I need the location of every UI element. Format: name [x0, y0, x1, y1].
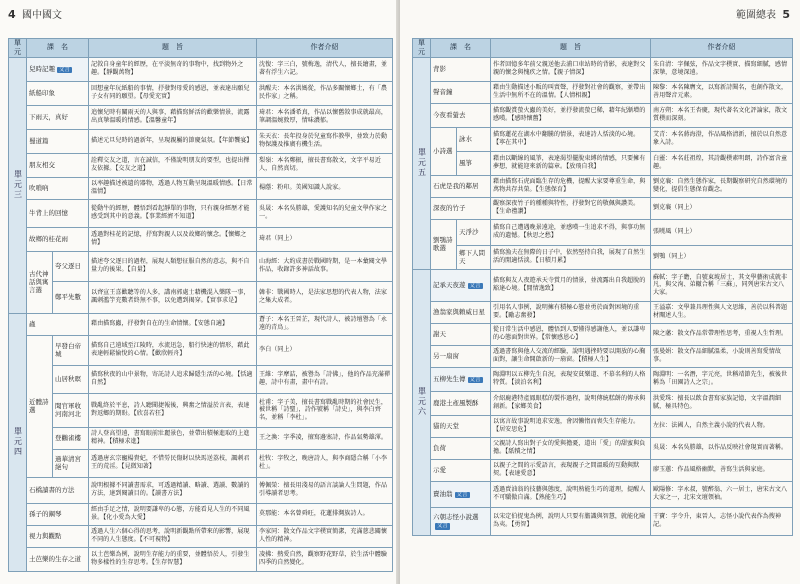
group-title: 近體詩選: [27, 335, 53, 477]
page-number-left: 4: [8, 8, 16, 21]
table-row: [413, 219, 793, 245]
classical-tag: 文言: [456, 491, 468, 498]
sub-title: 登鸛雀樓: [53, 427, 89, 449]
theme-cell: 藉由描寫石虎面臨生存的危機，提醒大家要尊重生命，與萬物共存共榮。【生態保育】: [491, 175, 651, 197]
lesson-title-text: 孫子的鋼琴: [29, 509, 62, 518]
col-theme: 題 旨: [89, 39, 257, 58]
author-cell: 李白（同上）: [257, 335, 393, 365]
lesson-title: [27, 227, 89, 251]
theme-cell: 詮釋交友之道，言在誠信，不僅說明朋友的要型，也提出擇友依據。【交友之道】: [89, 153, 257, 177]
author-cell: 蘇軾：字子瞻，自號東坡居士，其文學藝術成就非凡，與父洵、弟轍合稱「三蘇」，同列唐宋古文八大家。: [651, 269, 793, 301]
theme-cell: 作者回憶多年前父親送他去浦口車站時的背影，表達對父親的懷念與愧疚之情。【親子情深】: [491, 57, 651, 81]
sub-title: 鄉下人問天: [457, 245, 491, 269]
lesson-title-text: 今夜看螢去: [433, 110, 466, 119]
lesson-title-text: 六朝志怪小說選: [433, 512, 479, 521]
lesson-title-text: 視力與觀點: [29, 531, 62, 540]
classical-tag: 文言: [469, 376, 481, 383]
author-cell: 杜牧：字牧之，晚唐詩人，與李商隱合稱「小李杜」。: [257, 449, 393, 477]
lesson-title: [27, 105, 89, 129]
lesson-title: [27, 503, 89, 525]
col-unit: 單元: [413, 39, 431, 58]
theme-cell: 觀察深夜竹子的種種與特性，抒發對它的敬佩與讚美。【生命禮讚】: [491, 197, 651, 219]
table-row: [9, 281, 393, 313]
theme-cell: 戰亂終於平息，詩人聽聞捷報後，興奮之情溢於言表，表達對返鄉的期盼。【欣喜若狂】: [89, 393, 257, 427]
table-row: [9, 227, 393, 251]
theme-cell: 描寫秋夜的山中景物，寄託詩人追求歸隱生活的心境。【恬適自然】: [89, 365, 257, 393]
table-row: [9, 477, 393, 503]
author-cell: 傅佩榮：擅長用淺易的語言談論人生問題，作品引導讀者思考。: [257, 477, 393, 503]
author-cell: 李家同：散文作品文字樸實簡潔，充滿慈悲關懷人性的精神。: [257, 525, 393, 547]
lesson-title: [27, 177, 89, 199]
table-row: [9, 105, 393, 129]
theme-cell: 介紹鹿港特產鳳眼糕的製作過程，說明傳統糕餅的傳承與創新。【家鄉美食】: [491, 391, 651, 415]
col-author: 作者介紹: [651, 39, 793, 58]
lesson-title-text: 記承天夜遊: [433, 280, 466, 289]
table-row: [413, 415, 793, 437]
author-cell: 梨嶺：本名鄭振，擅長書寫散文，文字平易近人，自然真切。: [257, 153, 393, 177]
lesson-title: [27, 477, 89, 503]
theme-cell: 記敘自身童年的經歷，在平淡無奇的事物中，找到物外之趣。【靜觀萬物】: [89, 57, 257, 81]
sub-title: 山居秋暝: [53, 365, 89, 393]
theme-cell: 描寫自己遭遇晚景遠途，並感嘆一生追求不得，與事功無成的遺憾。【秋思之愁】: [491, 219, 651, 245]
lesson-title-text: 兒時記趣: [29, 64, 55, 73]
lesson-title: [431, 301, 491, 323]
author-cell: 琦君（同上）: [257, 227, 393, 251]
theme-cell: 透過唐玄宗寵楊貴妃，不惜勞民傷財以快馬送荔枝，諷刺君王的荒淫。【見微知著】: [89, 449, 257, 477]
lesson-title: [431, 103, 491, 127]
lesson-title-text: 鹿港土產風製酥: [433, 398, 479, 407]
table-row: [9, 393, 393, 427]
theme-cell: 描寫蓮花在湖水中翻騰的情景，表達詩人恬淡的心境。【寧在其中】: [491, 127, 651, 151]
author-cell: 陳黎：本名陳膺文，以寫新詩聞名，也創作散文，善用聲音元素。: [651, 81, 793, 103]
lesson-title-text: 牛背上的回憶: [29, 208, 68, 217]
table-row: [9, 427, 393, 449]
author-cell: 吳晟：本名吳勝雄，以作品反映社會現實而著稱。: [651, 437, 793, 459]
author-cell: 沈復：字三白，號梅逸，清代人，擅長繪畫，並著有浮生六記。: [257, 57, 393, 81]
author-cell: 廖玉蕙：作品風格幽默，善寫生活與家庭。: [651, 459, 793, 481]
author-cell: 凌拂：熱愛自然，觀察野花野草，於生活中體驗四季的自然變化。: [257, 547, 393, 571]
sub-title: 夸父逐日: [53, 251, 89, 281]
col-theme: 題 旨: [491, 39, 651, 58]
table-row: [9, 199, 393, 227]
author-cell: 歐陽修：字永叔，號醉翁、六一居士，唐宋古文八大家之一，北宋文壇領袖。: [651, 481, 793, 507]
theme-cell: 透過書寫與他人交流的經驗，說明遇挫時要以開放的心胸面對，讓生命開啟新的一扇窗。【積極人生】: [491, 345, 651, 367]
theme-cell: 描寫與友人夜遊承天寺賞月的情景，並流露出自我超脫的豁達心境。【閒情逸致】: [491, 269, 651, 301]
author-cell: 張曉風（同上）: [651, 219, 793, 245]
sub-title: 早發白帝城: [53, 335, 89, 365]
sub-title: 風箏: [457, 151, 491, 175]
table-row: [413, 459, 793, 481]
unit-label: 單元六: [413, 269, 431, 535]
table-row: [9, 503, 393, 525]
author-cell: 艾青：本名蔣海澄，作品風格清新，擅於以自然意象入詩。: [651, 127, 793, 151]
table-row: [413, 175, 793, 197]
theme-cell: 透過對桂花的記憶，抒寫對親人以及故鄉的懷念。【懷鄉之情】: [89, 227, 257, 251]
table-row: [9, 129, 393, 153]
classical-tag: 文言: [59, 66, 71, 73]
author-cell: 左拉：法國人，自然主義小說的代表人物。: [651, 415, 793, 437]
theme-cell: 經由手足之情，說明要謙卑的心態，方能看見人生的不同風景。【化小愛為大愛】: [89, 503, 257, 525]
sub-title: 鄭平先數: [53, 281, 89, 313]
theme-cell: 描寫觀賞螢火蟲的美好，並抒發流螢已稀，藉年紀漸增的感嘆。【感時懷舊】: [491, 103, 651, 127]
theme-cell: 以齊宣王喜歡聽等的人多，講南郭處士藉機混入樂隊一事，諷刺濫竽充數者終無不事，以免遭到揭穿。【實事求是】: [89, 281, 257, 313]
table-row: [413, 507, 793, 535]
sub-title: 過華清宮絕句: [53, 449, 89, 477]
table-row: [413, 269, 793, 301]
lesson-title: [27, 57, 89, 81]
theme-cell: 藉由生動描述小販的叫賣聲，抒發對社會的觀察，並帶出生活中無所不在的溫情。【人情相親】: [491, 81, 651, 103]
lesson-title-text: 紙船印象: [29, 88, 55, 97]
lesson-title-text: 五柳先生傳: [433, 374, 466, 383]
theme-cell: 說明根據不同讀書需求，可透過精讀、略讀、選讀、數讀的方法，達到閱讀目的。【讀書方法】: [89, 477, 257, 503]
author-cell: 陳之藩：散文作品常帶理性思考，重視人生哲理。: [651, 323, 793, 345]
lesson-title: [431, 175, 491, 197]
theme-cell: 從日常生活中感恩，體悟到人要懂得感謝他人，並以謙卑的心態面對世界。【常懷感恩心】: [491, 323, 651, 345]
lesson-title: [431, 459, 491, 481]
lesson-title: [431, 269, 491, 301]
lesson-title: [27, 547, 89, 571]
author-cell: 劉克襄（同上）: [651, 197, 793, 219]
table-row: [9, 153, 393, 177]
theme-cell: 以宋定伯捉鬼為例，說明人只要有膽識與智慧，就能化險為夷。【勇智】: [491, 507, 651, 535]
author-cell: 吳晟：本名吳勝雄，愛護知名的兒童文學作家之一。: [257, 199, 393, 227]
author-cell: 王之渙：字季凌，擅寫邊塞詩，作品氣勢雄渾。: [257, 427, 393, 449]
col-unit: 單元: [9, 39, 27, 58]
table-row: [9, 335, 393, 365]
author-cell: 干寶：字令升，東晉人，志怪小說代表作為搜神記。: [651, 507, 793, 535]
table-row: [9, 313, 393, 335]
table-row: [413, 127, 793, 151]
theme-cell: 引用名人事例，說明擁有積極心態並勇於面對困境的重要。【勵志奮發】: [491, 301, 651, 323]
lesson-title: [431, 415, 491, 437]
lesson-title-text: 背影: [433, 64, 446, 73]
author-cell: 朱自清：字佩弦，作品文字樸實、描寫細膩，感情深摯，意境深遠。: [651, 57, 793, 81]
lesson-title: [27, 199, 89, 227]
lesson-title-text: 賣油翁: [433, 489, 453, 498]
theme-cell: 陶淵明以五柳先生自況，表現安貧樂道、不慕名利的人格特質。【淡泊名利】: [491, 367, 651, 391]
sub-title: 聞官軍收河南河北: [53, 393, 89, 427]
book-title: 國中國文: [22, 10, 63, 21]
table-row: [9, 525, 393, 547]
lesson-title-text: 石虎是我的鄰居: [433, 181, 479, 190]
lesson-title: [27, 313, 89, 335]
lesson-title: [431, 391, 491, 415]
table-row: [413, 391, 793, 415]
left-header: [8, 6, 62, 20]
theme-cell: 以土芭樂為例，說明生存能力的重要，並體悟於人，引發生物多樣性的生存思考。【生存智慧】: [89, 547, 257, 571]
theme-cell: 以寓言故事說明追求安逸，會因懶惰而喪失生存能力。【居安思危】: [491, 415, 651, 437]
table-row: [413, 437, 793, 459]
author-cell: 山海經：大約成書於戰國時期，是一本彙閱文學作品，收錄許多神話故事。: [257, 251, 393, 281]
table-row: [413, 301, 793, 323]
author-cell: 劉克襄：自然生態作家，長期觀察研究自然環境的變化，提倡生態保育觀念。: [651, 175, 793, 197]
page-number-right: 5: [782, 8, 790, 21]
lesson-title: [431, 437, 491, 459]
theme-cell: 從動牛的經歷，體悟到看起靜單的事物，只有親身經歷才能感受到其中的意義。【事業經濟不知道】: [89, 199, 257, 227]
author-cell: 王溢嘉：文學兼具理性與人文思維，善於以科普題材闡述人生。: [651, 301, 793, 323]
lesson-title-text: 土芭樂的生存之道: [29, 554, 81, 563]
lesson-title-text: 朋友相交: [29, 160, 55, 169]
section-title: 範圍總表: [735, 10, 776, 21]
author-cell: 洪愛珠：擅長以飲食書寫家族記憶，文字溫潤細膩，極具特色。: [651, 391, 793, 415]
lesson-title: [27, 129, 89, 153]
col-title: 課 名: [27, 39, 89, 58]
lesson-title: [431, 323, 491, 345]
lesson-title-text: 深夜的竹子: [433, 203, 466, 212]
lesson-title: [431, 197, 491, 219]
theme-cell: 回想童年玩紙船的事情，抒發對母愛的感恩，並表達出願兒子女有同的願望。【母愛充實】: [89, 81, 257, 105]
lesson-title: [431, 345, 491, 367]
group-title: 劉鶚詩歌選: [431, 219, 457, 269]
author-cell: 楊蔭：粉印。美國知識人說家。: [257, 177, 393, 199]
theme-cell: 描寫漁夫在無際的日子中，依然堅持自我，展現了自然生活的閒適恬淡。【日積月累】: [491, 245, 651, 269]
lesson-title-text: 聲音鐘: [433, 87, 453, 96]
theme-cell: 以親子之間的示愛語言，表現親子之間溫暖的互動與默契。【表達愛意】: [491, 459, 651, 481]
table-row: [413, 367, 793, 391]
table-row: [413, 103, 793, 127]
table-row: [9, 57, 393, 81]
lesson-title-text: 謝天: [433, 329, 446, 338]
right-page: [400, 0, 800, 584]
table-row: [9, 449, 393, 477]
lesson-title-text: 蜀道篇: [29, 136, 49, 145]
author-cell: 洪醒夫：本名洪媽從，作品多關懷鄉土，有「農民作家」之稱。: [257, 81, 393, 105]
sub-title: 詠水: [457, 127, 491, 151]
group-title: 小詩選: [431, 127, 457, 175]
col-author: 作者介紹: [257, 39, 393, 58]
right-table: [412, 38, 793, 536]
table-row: [413, 323, 793, 345]
lesson-title: [431, 81, 491, 103]
group-title: 古代神話與寓言選: [27, 251, 53, 313]
author-cell: 杜甫：字子美，擅長書寫戰亂時期的社會民生，被世稱「詩聖」，詩作號稱「詩史」，與李白齊名，並稱「李杜」。: [257, 393, 393, 427]
author-cell: 張曼娟：散文作品細膩溫柔，小說則善寫愛情故事。: [651, 345, 793, 367]
classical-tag: 文言: [469, 282, 481, 289]
author-cell: 王維：字摩詰，被譽為「詩佛」，他的作品充滿禪趣，詩中有畫，畫中有詩。: [257, 365, 393, 393]
lesson-title-text: 蟲: [29, 319, 36, 328]
table-row: [413, 81, 793, 103]
theme-cell: 透過人生六個心得的思考，說明新觀點所帶來的影響，展現不同的人生態度。【不可視物】: [89, 525, 257, 547]
table-row: [413, 345, 793, 367]
col-title: 課 名: [431, 39, 491, 58]
theme-cell: 藉由以斷線的風箏，表達渴望擺脫束縛的情感，只要擁有夢想，就能迎來新的篇章。【放飛自我】: [491, 151, 651, 175]
lesson-title: [27, 153, 89, 177]
table-row: [413, 481, 793, 507]
author-cell: 莫那能：本名曾舜旺，花蓮排灣族詩人。: [257, 503, 393, 525]
table-row: [9, 177, 393, 199]
unit-label: 單元四: [9, 313, 27, 571]
table-row: [413, 151, 793, 175]
right-header: [736, 6, 790, 20]
author-cell: 琦君：本名潘希真，作品以懷舊敘事成就最高，筆調溫婉敦厚，情味濃郁。: [257, 105, 393, 129]
lesson-title: [431, 57, 491, 81]
lesson-title: [431, 507, 491, 535]
lesson-title: [27, 525, 89, 547]
author-cell: 韓非：戰國時人，是法家思想的代表人物，法家之集大成者。: [257, 281, 393, 313]
theme-cell: 描寫自己遠域至江陵時，水流迅急，船行快速的情形，藉此表達輕鬆愉悅的心情。【歡欣輕舟】: [89, 335, 257, 365]
table-row: [9, 81, 393, 105]
left-table: [8, 38, 393, 572]
unit-label: 單元五: [413, 57, 431, 269]
author-cell: 蒼子：本名王晉芷，現代詩人，被詩壇譽為「永遠的青鳥」。: [257, 313, 393, 335]
lesson-title: [431, 481, 491, 507]
unit-label: 單元三: [9, 57, 27, 313]
theme-cell: 追懷兒時有關雨天的人與事，藉描寫鮮活的歡樂情景，流露出真摯溫暖的情感。【溫馨童年】: [89, 105, 257, 129]
theme-cell: 以率趣描述被遺的器物，透過人物互動呈現溫暖情感。【日常溫情】: [89, 177, 257, 199]
table-row: [413, 245, 793, 269]
lesson-title-text: 示愛: [433, 465, 446, 474]
author-cell: 朱天衣：長年投身於兒童寫作教學，並致力於動物保護及推廣有機生活。: [257, 129, 393, 153]
lesson-title-text: 吹嗩吶: [29, 183, 49, 192]
theme-cell: 描述夸父逐日的過程，展現人類想征服自然的意志，與不自量力的後果。【自量】: [89, 251, 257, 281]
author-cell: 白靈：本名莊祖煌，其詩觀樸素明朗，詩作富含童趣。: [651, 151, 793, 175]
lesson-title-text: 貓的天堂: [433, 421, 459, 430]
lesson-title-text: 故鄉的桂花雨: [29, 234, 68, 243]
lesson-title: [431, 367, 491, 391]
lesson-title-text: 負荷: [433, 443, 446, 452]
lesson-title: [27, 81, 89, 105]
theme-cell: 藉由描寫蟲，抒發對自在的生命情懷。【安態自適】: [89, 313, 257, 335]
theme-cell: 父親詩人寫出對子女的愛與擔憂，道出「愛」的甜蜜與負擔。【舐犢之情】: [491, 437, 651, 459]
table-row: [9, 251, 393, 281]
lesson-title-text: 石橋讀書的方法: [29, 485, 75, 494]
theme-cell: 描述元旦兒時的過新年，呈現親屬的節慶氣氛。【年節饗宴】: [89, 129, 257, 153]
sub-title: 天淨沙: [457, 219, 491, 245]
author-cell: 陶淵明：一名潛，字元亮，世稱靖節先生，被後世稱為「田園詩人之宗」。: [651, 367, 793, 391]
classical-tag: 文言: [437, 522, 449, 529]
author-cell: 南方朔：本名王杏慶，現代著名文化評論家，散文質樸而深刻。: [651, 103, 793, 127]
table-row: [413, 57, 793, 81]
theme-cell: 詩人登高望遠，書寫眼前壯麗景色，並帶出積極進取的上進精神。【積極求進】: [89, 427, 257, 449]
author-cell: 劉鶚（同上）: [651, 245, 793, 269]
theme-cell: 透過賣油翁的技藝與態度，說明熟能生巧的道理，提醒人不可驕傲自滿。【熟能生巧】: [491, 481, 651, 507]
lesson-title-text: 漁翁家與賴威日星: [433, 307, 485, 316]
table-row: [9, 547, 393, 571]
table-row: [9, 365, 393, 393]
table-row: [413, 197, 793, 219]
lesson-title-text: 另一扇窗: [433, 351, 459, 360]
lesson-title-text: 下雨天，真好: [29, 112, 68, 121]
